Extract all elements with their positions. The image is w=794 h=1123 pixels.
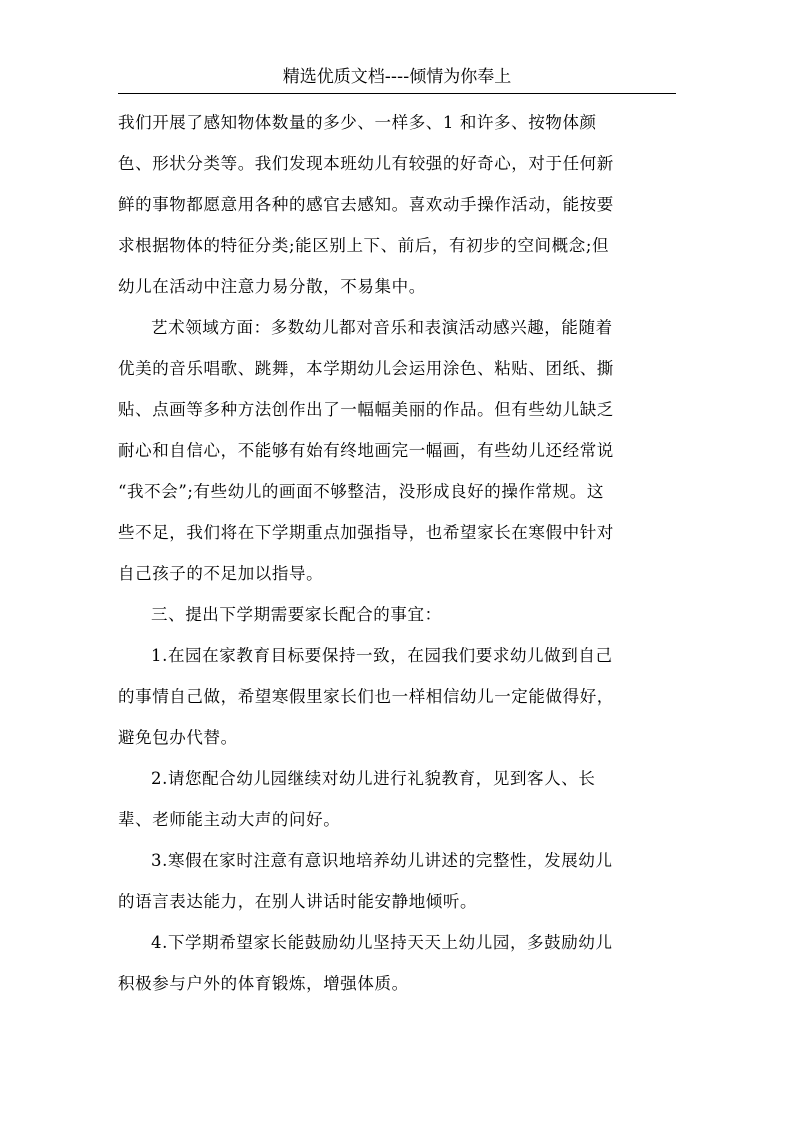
text-line: 优美的音乐唱歌、跳舞，本学期幼儿会运用涂色、粘贴、团纸、撕 xyxy=(118,359,614,378)
text-line: 幼儿在活动中注意力易分散，不易集中。 xyxy=(118,277,426,296)
text-line: 鲜的事物都愿意用各种的感官去感知。喜欢动手操作活动，能按要 xyxy=(118,195,614,214)
text-line: 色、形状分类等。我们发现本班幼儿有较强的好奇心，对于任何新 xyxy=(118,154,614,173)
text-line: 艺术领域方面：多数幼儿都对音乐和表演活动感兴趣，能随着 xyxy=(151,318,613,337)
text-line: “我不会”;有些幼儿的画面不够整洁，没形成良好的操作常规。这 xyxy=(118,482,604,501)
header-divider xyxy=(118,93,676,94)
text-line: 贴、点画等多种方法创作出了一幅幅美丽的作品。但有些幼儿缺乏 xyxy=(118,400,614,419)
text-line: 的语言表达能力，在别人讲话时能安静地倾听。 xyxy=(118,892,478,911)
text-line: 求根据物体的特征分类;能区别上下、前后，有初步的空间概念;但 xyxy=(118,236,610,255)
text-line: 2.请您配合幼儿园继续对幼儿进行礼貌教育，见到客人、长 xyxy=(151,769,596,788)
text-line: 自己孩子的不足加以指导。 xyxy=(118,564,324,583)
text-line: 的事情自己做，希望寒假里家长们也一样相信幼儿一定能做得好， xyxy=(118,687,614,706)
text-line: 我们开展了感知物体数量的多少、一样多、1 和许多、按物体颜 xyxy=(118,113,597,132)
text-line: 积极参与户外的体育锻炼，增强体质。 xyxy=(118,974,409,993)
text-line: 4.下学期希望家长能鼓励幼儿坚持天天上幼儿园，多鼓励幼儿 xyxy=(151,933,613,952)
text-line: 耐心和自信心，不能够有始有终地画完一幅画，有些幼儿还经常说 xyxy=(118,441,614,460)
text-line: 三、提出下学期需要家长配合的事宜： xyxy=(151,605,442,624)
document-body xyxy=(118,102,678,1004)
text-line: 3.寒假在家时注意有意识地培养幼儿讲述的完整性，发展幼儿 xyxy=(151,851,613,870)
text-line: 辈、老师能主动大声的问好。 xyxy=(118,810,341,829)
text-line: 1.在园在家教育目标要保持一致，在园我们要求幼儿做到自己 xyxy=(151,646,613,665)
text-line: 些不足，我们将在下学期重点加强指导，也希望家长在寒假中针对 xyxy=(118,523,614,542)
page-header-title: 精选优质文档----倾情为你奉上 xyxy=(282,67,512,87)
text-line: 避免包办代替。 xyxy=(118,728,238,747)
